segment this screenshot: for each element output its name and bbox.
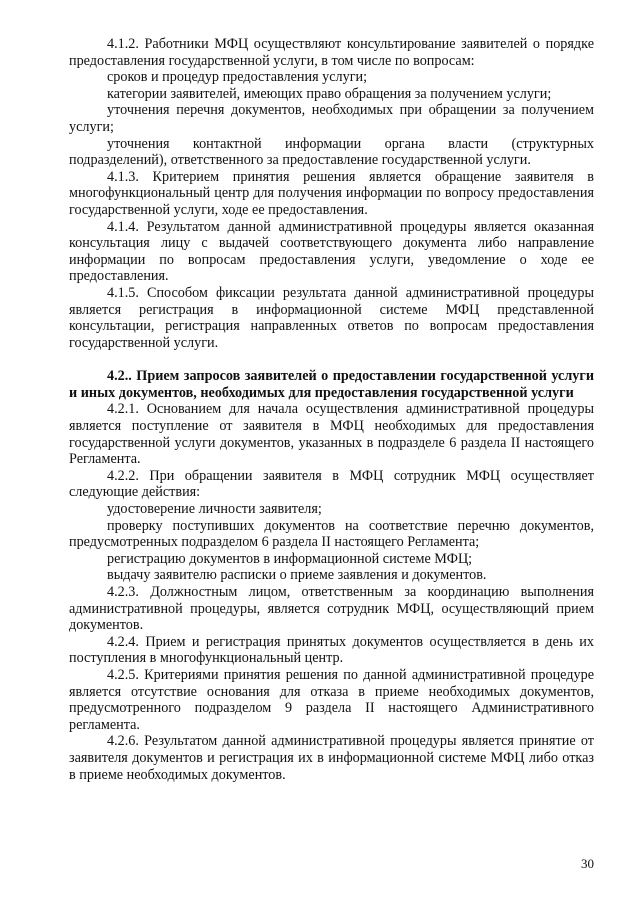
list-item: уточнения перечня документов, необходимых при обращении за получением услуги;: [69, 102, 594, 135]
list-item: удостоверение личности заявителя;: [107, 501, 322, 518]
paragraph-4-2-1: 4.2.1. Основанием для начала осуществления административной процедуры является поступление от заявителя в МФЦ необходимых для предоставления государственной услуги документов, указанных в подразделе 6 раздела II настоящего Регламента.: [69, 401, 594, 468]
list-item: сроков и процедур предоставления услуги;: [107, 69, 368, 86]
paragraph-4-1-4: 4.1.4. Результатом данной административной процедуры является оказанная консультация лицу с выдачей соответствующего документа либо направление информации по вопросам предоставления услуги, уведомление о ходе ее предоставления.: [69, 218, 594, 285]
list-item: проверку поступивших документов на соответствие перечню документов, предусмотренных подразделом 6 раздела II настоящего Регламента;: [69, 517, 594, 551]
paragraph-4-2-6: 4.2.6. Результатом данной административной процедуры является принятие от заявителя документов и регистрация их в информационной системе МФЦ либо отказ в приеме необходимых документов.: [69, 733, 594, 783]
list-item: регистрацию документов в информационной системе МФЦ;: [107, 550, 473, 567]
paragraph-4-1-5: 4.1.5. Способом фиксации результата данной административной процедуры является регистрация в информационной системе МФЦ представленной консультации, регистрация направленных ответов по вопросам предоставления государственной услуги.: [69, 284, 594, 351]
paragraph-4-1-3: 4.1.3. Критерием принятия решения является обращение заявителя в многофункциональный центр для получения информации по вопросу предоставления государственной услуги, ходе ее предоставления.: [69, 168, 594, 218]
document-body: [69, 36, 594, 783]
page-number: 30: [581, 856, 594, 871]
list-item: уточнения контактной информации органа власти (структурных подразделений), ответственного за предоставление государственной услуги.: [69, 135, 594, 169]
paragraph-4-2-4: 4.2.4. Прием и регистрация принятых документов осуществляется в день их поступления в многофункциональный центр.: [69, 633, 594, 667]
list-item: категории заявителей, имеющих право обращения за получением услуги;: [107, 85, 552, 102]
paragraph-4-2-3: 4.2.3. Должностным лицом, ответственным за координацию выполнения административной процедуры, является сотрудник МФЦ, осуществляющий прием документов.: [69, 584, 594, 634]
section-heading-4-2: 4.2.. Прием запросов заявителей о предоставлении государственной услуги и иных документов, необходимых для предоставления государственной услуги: [69, 368, 594, 401]
paragraph-4-2-2: 4.2.2. При обращении заявителя в МФЦ сотрудник МФЦ осуществляет следующие действия:: [69, 467, 594, 501]
list-item: выдачу заявителю расписки о приеме заявления и документов.: [107, 567, 487, 584]
paragraph-4-1-2: 4.1.2. Работники МФЦ осуществляют консультирование заявителей о порядке предоставления государственной услуги, в том числе по вопросам:: [69, 36, 594, 69]
paragraph-4-2-5: 4.2.5. Критериями принятия решения по данной административной процедуре является отсутствие основания для отказа в приеме необходимых документов, предусмотренного подразделом 9 раздела II настоящего Административного регламента.: [69, 666, 594, 733]
